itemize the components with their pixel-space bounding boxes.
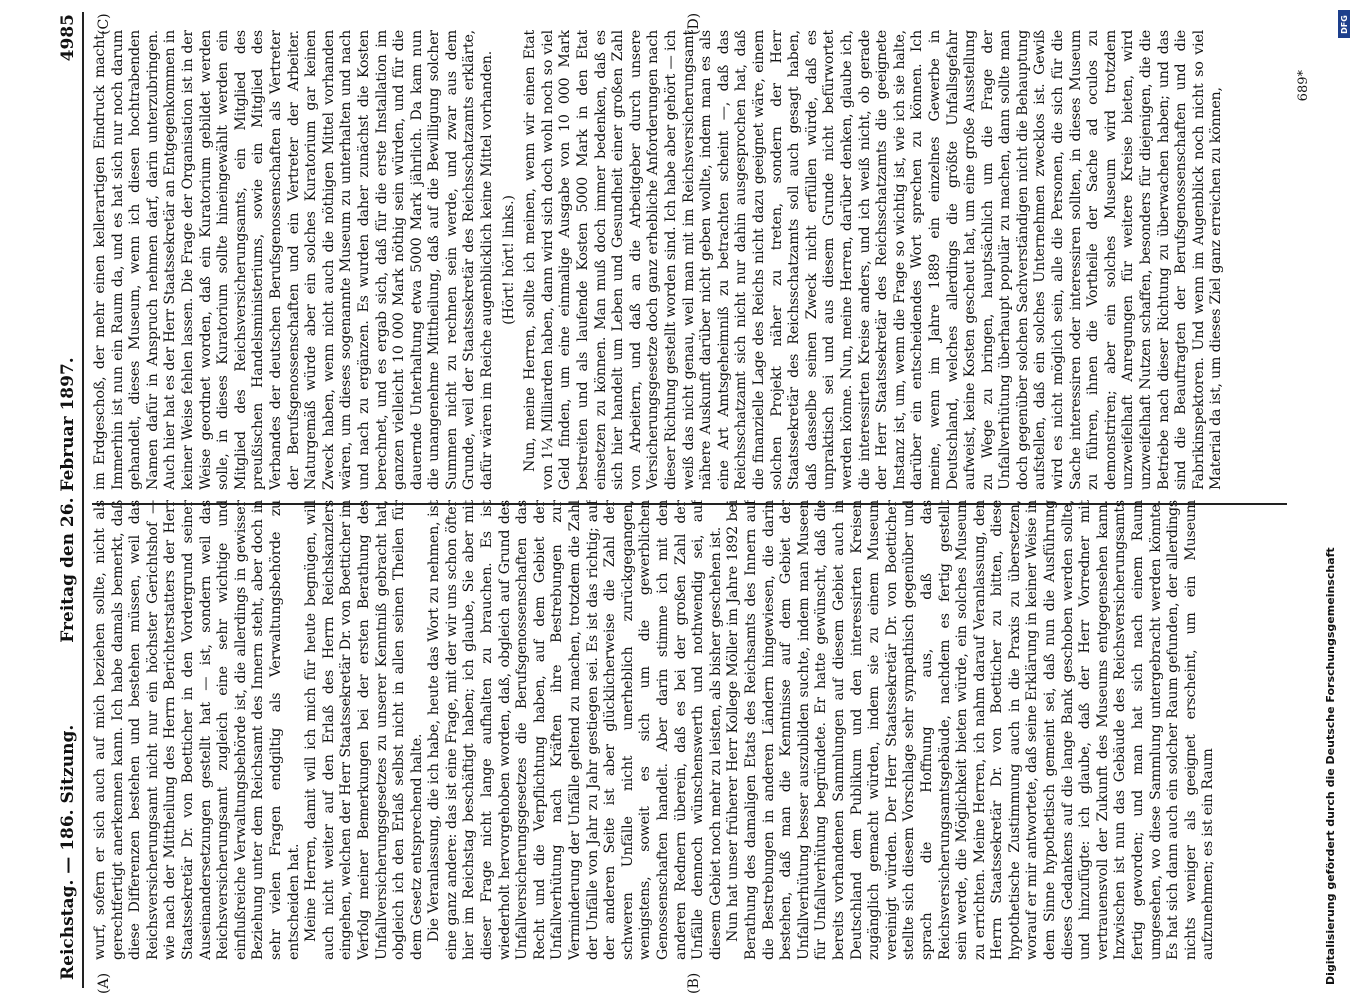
margin-marker-c: (C) [96, 13, 112, 35]
header-session: Reichstag. — 186. Sitzung. [58, 724, 78, 980]
paragraph: Die Veranlassung, die ich habe, heute das Wort zu nehmen, ist eine ganz andere: das ist eine Frage, mit der wir uns schon öfter hier im Reichstag beschäftigt haben; ich glaube, Sie aber mit dieser Frage nicht lange aufhalten zu brauchen. Es ist wiederholt hervorgehoben worden, daß, obgleich auf Grund des Unfallversicherungsgesetzes die Berufsgenossenschaften das Recht und die Verpflichtung haben, auf dem Gebiet der Unfallverhütung nach Kräften ihre Bestrebungen zur Verminderung der Unfälle geltend zu machen, trotzdem die Zahl der Unfälle von Jahr zu Jahr gestiegen sei. Es ist das richtig; auf der anderen Seite ist aber glücklicherweise die Zahl der schweren Unfälle nicht unerheblich zurückgegangen, wenigstens, soweit es sich um die gewerblichen Genossenschaften handelt. Aber darin stimme ich mit den anderen Rednern überein, daß es bei der großen Zahl der Unfälle dennoch wünschenswerth und nothwendig sei, auf diesem Gebiet noch mehr zu leisten, als bisher geschehen ist. [426, 500, 724, 960]
header-rule [82, 12, 84, 988]
dfg-logo [1338, 10, 1350, 38]
header-date: Freitag den 26. Februar 1897. [58, 357, 78, 643]
text-column-left [92, 500, 1292, 960]
interjection: (Hört! hört! links.) [500, 195, 517, 325]
paragraph: wurf, sofern er sich auch auf mich beziehen sollte, nicht als gerechtfertigt anerkennen kann. Ich habe damals bemerkt, daß diese Differenzen bestehen und bestehen müssen, weil das Reichsversicherungsamt nicht nur ein höchster Gerichtshof — wie nach der Mittheilung des Herrn Berichterstatters der Herr Staatssekretär Dr. von Boetticher in den Vordergrund seiner Auseinandersetzungen gestellt hat — ist, sondern weil das Reichsversicherungsamt zugleich eine sehr wichtige und einflußreiche Verwaltungsbehörde ist, die allerdings in gewisser Beziehung unter dem Reichsamt des Innern steht, aber doch in sehr vielen Fragen endgiltig als Verwaltungsbehörde zu entscheiden hat. [92, 500, 302, 960]
paragraph: Nun, meine Herren, sollte ich meinen, wenn wir einen Etat von 1¼ Milliarden haben, dann wird sich doch wohl noch so viel Geld finden, um eine einmalige Ausgabe von 10 000 Mark bestreiten und als laufende Kosten 5000 Mark in den Etat einsetzen zu können. Man muß doch immer bedenken, daß es sich hier handelt um Leben und Gesundheit einer großen Zahl von Arbeitern, und daß an die Arbeitgeber durch unsere Versicherungsgesetze doch ganz erhebliche Anforderungen nach dieser Richtung gestellt worden sind. Ich habe aber gehört — ich weiß das nicht genau, weil man mit im Reichsversicherungsamt nähere Auskunft darüber nicht geben wollte, indem man es als eine Art Amtsgeheimniß zu betrachten scheint —, daß das Reichsschatzamt sich nicht nur dahin ausgesprochen hat, daß die finanzielle Lage des Reichs nicht dazu geeignet wäre, einem solchen Projekt näher zu treten, sondern der Herr Staatssekretär des Reichsschatzamts soll auch gesagt haben, daß dasselbe seinen Zweck nicht erfüllen würde, daß es unpraktisch sei und aus diesem Grunde nicht befürwortet werden könne. Nun, meine Herren, darüber denken, glaube ich, die interessirten Kreise anders, und ich weiß nicht, ob gerade der Herr Staatssekretär des Reichsschatzamts die geeignete Instanz ist, um, wenn die Frage so wichtig ist, wie ich sie halte, darüber ein entscheidendes Wort sprechen zu können. Ich meine, wenn im Jahre 1889 ein einzelnes Gewerbe in Deutschland, welches allerdings die größte Unfallsgefahr aufweist, keine Kosten gescheut hat, um eine große Ausstellung zu Wege zu bringen, hauptsächlich um die Frage der Unfallverhütung überhaupt populär zu machen, dann sollte man doch gegenüber solchen Sachverständigen nicht die Behauptung aufstellen, daß ein solches Unternehmen zwecklos ist. Gewiß wird es nicht möglich sein, alle die Personen, die sich für die Sache interessiren oder interessiren sollten, in dieses Museum zu führen, ihnen die Vortheile der Sache ad oculos zu demonstriren; aber ein solches Museum wird trotzdem unzweifelhaft Anregungen für weitere Kreise bieten, wird unzweifelhaft Nutzen schaffen, besonders für diejenigen, die die Betriebe nach dieser Richtung zu überwachen haben; und das sind die Beauftragten der Berufsgenossenschaften und die Fabrikinspektoren. Und wenn im Augenblick noch nicht so viel Material da ist, um dieses Ziel ganz erreichen zu können, [522, 30, 1225, 490]
digitization-note-text: Digitalisierung gefördert durch die Deutsche Forschungsgemeinschaft [1324, 547, 1337, 985]
margin-marker-b: (B) [686, 972, 702, 994]
column-divider [92, 503, 1287, 505]
paragraph: Nun hat unser früherer Herr Kollege Möller im Jahre 1892 bei Berathung des damaligen Etats des Reichsamts des Innern auf die Bestrebungen in anderen Ländern hingewiesen, die darin bestehen, daß man die Kenntnisse auf dem Gebiet der Unfallverhütung besser auszubilden suchte, indem man Museen für Unfallverhütung begründete. Er hatte gewünscht, daß die bereits vorhandenen Sammlungen auf diesem Gebiet auch in Deutschland dem Publikum und den interessirten Kreisen zugänglich gemacht würden, indem sie zu einem Museum vereinigt würden. Der Herr Staatssekretär Dr. von Boetticher stellte sich diesem Vorschlage sehr sympathisch gegenüber und sprach die Hoffnung aus, daß das Reichsversicherungsamtsgebäude, nachdem es fertig gestellt sein werde, die Möglichkeit bieten würde, ein solches Museum zu errichten. Meine Herren, ich nahm darauf Veranlassung, den Herrn Staatssekretär Dr. von Boetticher zu bitten, diese hypothetische Zustimmung auch in die Praxis zu übersetzen, worauf er mir antwortete, daß seine Erklärung in keiner Weise in dem Sinne hypothetisch gemeint sei, daß nun die Ausführung dieses Gedankens auf die lange Bank geschoben werden sollte, und hinzufügte: ich glaube, daß der Herr Vorredner mit vertrauensvoll der Zukunft des Museums entgegensehen kann. Inzwischen ist nun das Gebäude des Reichsversicherungsamts fertig geworden; und man hat sich nach einem Raum umgesehen, wo diese Sammlung untergebracht werden könnte. Es hat sich dann auch ein solcher Raum gefunden, der allerdings nichts weniger als geeignet erscheint, um ein Museum aufzunehmen; es ist ein Raum [725, 500, 1217, 960]
margin-marker-a: (A) [96, 972, 112, 994]
paragraph: Meine Herren, damit will ich mich für heute begnügen, will auch nicht weiter auf den Erlaß des Herrn Reichskanzlers eingehen, welchen der Herr Staatssekretär Dr. von Boetticher im Verfolg meiner Bemerkungen bei der ersten Berathung des Unfallversicherungsgesetzes zu unserer Kenntniß gebracht hat, obgleich ich den Erlaß selbst nicht in allen seinen Theilen für dem Gesetz entsprechend halte. [303, 500, 425, 960]
digitization-note [1312, 0, 1342, 1000]
signature-number: 689* [1296, 70, 1311, 102]
dfg-logo-text: DFG [1339, 14, 1349, 34]
paragraph: im Erdgeschoß, der mehr einen kellerartigen Eindruck macht. Immerhin ist nun ein Raum da, und es hat sich nur noch darum gehandelt, dieses Museum, wenn ich diesen hochtrabenden Namen dafür in Anspruch nehmen darf, darin unterzubringen. Auch hier hat es der Herr Staatssekretär an Entgegenkommen in keiner Weise fehlen lassen. Die Frage der Organisation ist in der Weise geordnet worden, daß ein Kuratorium gebildet werden solle, in dieses Kuratorium sollte hineingewählt werden ein Mitglied des Reichsversicherungsamts, ein Mitglied des preußischen Handelsministeriums, sowie ein Mitglied des Verbandes der deutschen Berufsgenossenschaften als Vertreter der Berufsgenossenschaften und ein Vertreter der Arbeiter. Naturgemäß würde aber ein solches Kuratorium gar keinen Zweck haben, wenn nicht auch die nöthigen Mittel vorhanden wären, um dieses sogenannte Museum zu unterhalten und nach und nach zu ergänzen. Es wurden daher zunächst die Kosten berechnet, und es ergab sich, daß für die erste Installation im ganzen vielleicht 10 000 Mark nöthig sein würden, und für die dauernde Unterhaltung etwa 5000 Mark jährlich. Da kam nun die unangenehme Mittheilung, daß auf die Bewilligung solcher Summen nicht zu rechnen sein werde, und zwar aus dem Grunde, weil der Staatssekretär des Reichsschatzamts erklärte, dafür wären im Reiche augenblicklich keine Mittel vorhanden. [92, 30, 496, 490]
margin-marker-d: (D) [686, 12, 702, 35]
text-column-right [92, 30, 1292, 490]
page-number: 4985 [58, 14, 78, 62]
page-header [50, 0, 90, 1000]
